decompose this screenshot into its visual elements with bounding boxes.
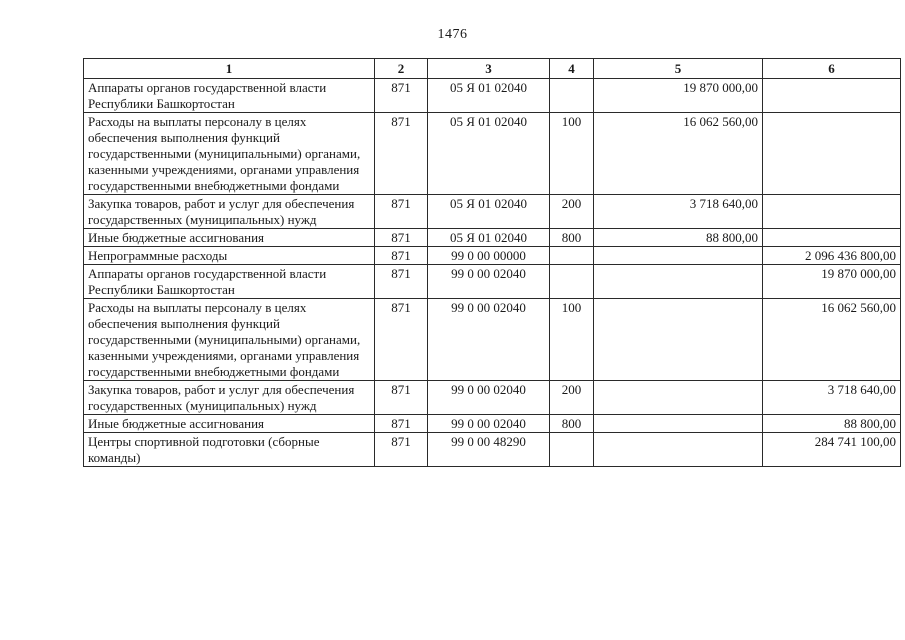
target-article-cell: 05 Я 01 02040	[428, 79, 550, 113]
amount-col5-cell	[594, 381, 763, 415]
target-article-cell: 99 0 00 00000	[428, 247, 550, 265]
table-row	[84, 229, 901, 247]
amount-col5-cell: 88 800,00	[594, 229, 763, 247]
target-article-cell: 99 0 00 02040	[428, 299, 550, 381]
amount-col6-cell: 3 718 640,00	[763, 381, 901, 415]
column-header: 1	[84, 59, 375, 79]
expense-type-cell: 800	[550, 415, 594, 433]
amount-col5-cell: 19 870 000,00	[594, 79, 763, 113]
expense-type-cell	[550, 79, 594, 113]
amount-col5-cell	[594, 415, 763, 433]
department-code-cell: 871	[375, 299, 428, 381]
department-code-cell: 871	[375, 247, 428, 265]
amount-col6-cell	[763, 195, 901, 229]
expense-type-cell: 100	[550, 299, 594, 381]
expense-type-cell: 200	[550, 381, 594, 415]
column-header: 5	[594, 59, 763, 79]
table-row	[84, 415, 901, 433]
expense-name-cell: Расходы на выплаты персоналу в целях обеспечения выполнения функций государственными (муниципальными) органами, казенными учреждениями, органами управления государственными внебюджетными фондами	[84, 113, 375, 195]
amount-col5-cell: 16 062 560,00	[594, 113, 763, 195]
table-row	[84, 113, 901, 195]
amount-col6-cell	[763, 79, 901, 113]
department-code-cell: 871	[375, 415, 428, 433]
table-row	[84, 79, 901, 113]
table-row	[84, 265, 901, 299]
table-row	[84, 381, 901, 415]
table-row	[84, 433, 901, 467]
amount-col5-cell: 3 718 640,00	[594, 195, 763, 229]
target-article-cell: 05 Я 01 02040	[428, 113, 550, 195]
table-row	[84, 299, 901, 381]
amount-col6-cell	[763, 113, 901, 195]
expense-type-cell: 200	[550, 195, 594, 229]
budget-table	[83, 58, 901, 467]
expense-name-cell: Центры спортивной подготовки (сборные команды)	[84, 433, 375, 467]
department-code-cell: 871	[375, 79, 428, 113]
column-header: 2	[375, 59, 428, 79]
department-code-cell: 871	[375, 433, 428, 467]
expense-name-cell: Расходы на выплаты персоналу в целях обеспечения выполнения функций государственными (муниципальными) органами, казенными учреждениями, органами управления государственными внебюджетными фондами	[84, 299, 375, 381]
target-article-cell: 05 Я 01 02040	[428, 195, 550, 229]
amount-col6-cell: 19 870 000,00	[763, 265, 901, 299]
amount-col6-cell: 16 062 560,00	[763, 299, 901, 381]
amount-col6-cell: 88 800,00	[763, 415, 901, 433]
amount-col6-cell: 2 096 436 800,00	[763, 247, 901, 265]
column-header: 6	[763, 59, 901, 79]
amount-col5-cell	[594, 433, 763, 467]
amount-col5-cell	[594, 299, 763, 381]
expense-name-cell: Иные бюджетные ассигнования	[84, 415, 375, 433]
expense-name-cell: Закупка товаров, работ и услуг для обеспечения государственных (муниципальных) нужд	[84, 195, 375, 229]
column-header: 4	[550, 59, 594, 79]
target-article-cell: 99 0 00 02040	[428, 265, 550, 299]
expense-type-cell	[550, 247, 594, 265]
table-row	[84, 195, 901, 229]
amount-col6-cell: 284 741 100,00	[763, 433, 901, 467]
department-code-cell: 871	[375, 265, 428, 299]
expense-type-cell: 800	[550, 229, 594, 247]
expense-name-cell: Непрограммные расходы	[84, 247, 375, 265]
department-code-cell: 871	[375, 381, 428, 415]
expense-type-cell: 100	[550, 113, 594, 195]
column-header: 3	[428, 59, 550, 79]
table-row	[84, 247, 901, 265]
target-article-cell: 99 0 00 02040	[428, 381, 550, 415]
expense-name-cell: Закупка товаров, работ и услуг для обеспечения государственных (муниципальных) нужд	[84, 381, 375, 415]
target-article-cell: 99 0 00 02040	[428, 415, 550, 433]
expense-name-cell: Аппараты органов государственной власти Республики Башкортостан	[84, 79, 375, 113]
page-number: 1476	[437, 27, 468, 42]
header-row	[84, 59, 901, 79]
expense-name-cell: Аппараты органов государственной власти Республики Башкортостан	[84, 265, 375, 299]
expense-type-cell	[550, 265, 594, 299]
department-code-cell: 871	[375, 113, 428, 195]
amount-col6-cell	[763, 229, 901, 247]
amount-col5-cell	[594, 265, 763, 299]
department-code-cell: 871	[375, 195, 428, 229]
amount-col5-cell	[594, 247, 763, 265]
expense-type-cell	[550, 433, 594, 467]
target-article-cell: 05 Я 01 02040	[428, 229, 550, 247]
target-article-cell: 99 0 00 48290	[428, 433, 550, 467]
expense-name-cell: Иные бюджетные ассигнования	[84, 229, 375, 247]
department-code-cell: 871	[375, 229, 428, 247]
